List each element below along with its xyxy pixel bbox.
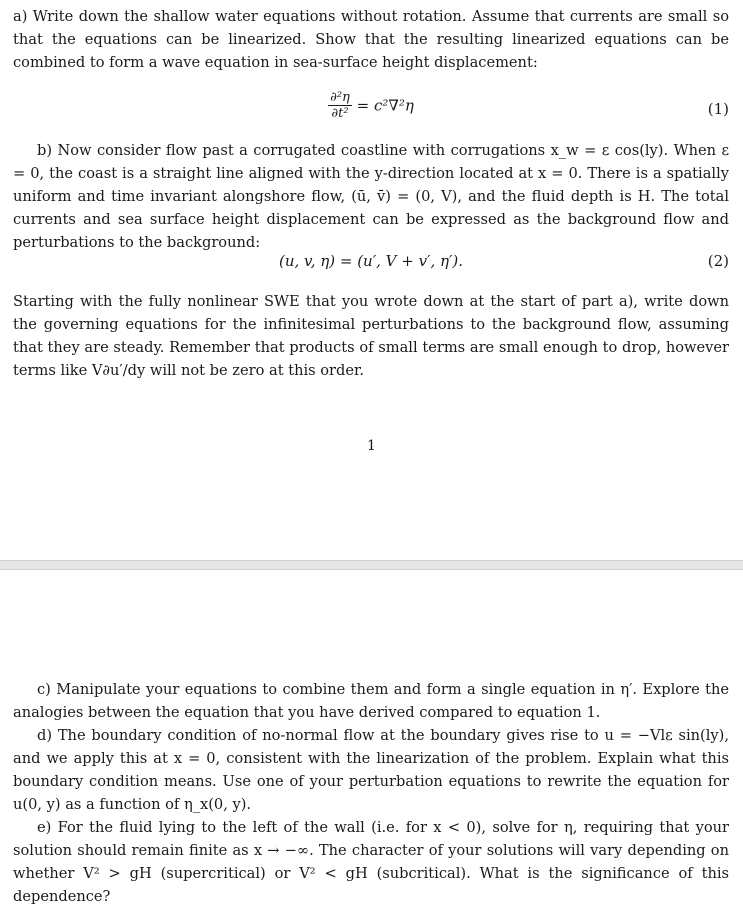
- eq1-number: (1): [707, 100, 729, 118]
- eq1-numerator: ∂²η: [330, 90, 350, 105]
- eq2-body: (u, v, η) = (u′, V + v′, η′).: [278, 252, 464, 270]
- equation-1: [13, 90, 729, 130]
- eq1-denominator: ∂t²: [331, 106, 349, 121]
- part-c-text: c) Manipulate your equations to combine them and form a single equation in η′. Explore the analogies between the equation that you have derived compared to equation 1.: [13, 681, 729, 721]
- equation-2: [13, 252, 729, 276]
- part-a-text: a) Write down the shallow water equations without rotation. Assume that currents are small so that the equations can be linearized. Show that the resulting linearized equations can be combined to form a wave equation in sea-surface height displacement:: [13, 8, 729, 71]
- part-e-text: e) For the fluid lying to the left of the wall (i.e. for x < 0), solve for η, requiring that your solution should remain finite as x → −∞. The character of your solutions will vary depending on whether V² > gH (supercritical) or V² < gH (subcritical). What is the significance of this dependence?: [13, 819, 729, 905]
- parts-c-d-e: [13, 678, 729, 908]
- part-b-text: b) Now consider flow past a corrugated coastline with corrugations x_w = ε cos(ly). When ε = 0, the coast is a straight line aligned with the y-direction located at x = 0. There is a spatially uniform and time invariant alongshore flow, (ū, v̄) = (0, V), and the fluid depth is H. The total currents and sea surface height displacement can be expressed as the background flow and perturbations to the background:: [13, 142, 729, 251]
- part-b-continuation: Starting with the fully nonlinear SWE that you wrote down at the start of part a), write down the governing equations for the infinitesimal perturbations to the background flow, assuming that they are steady. Remember that products of small terms are small enough to drop, however terms like V∂u′/dy will not be zero at this order.: [13, 293, 729, 379]
- part-d-text: d) The boundary condition of no-normal flow at the boundary gives rise to u = −Vlε sin(ly), and we apply this at x = 0, consistent with the linearization of the problem. Explain what this boundary condition means. Use one of your perturbation equations to rewrite the equation for u(0, y) as a function of η_x(0, y).: [13, 727, 729, 813]
- page-number: 1: [367, 438, 376, 454]
- page-separator: [0, 560, 743, 570]
- eq1-fraction: [328, 90, 352, 121]
- eq1-rhs: = c²∇²η: [356, 96, 414, 115]
- eq2-number: (2): [707, 252, 729, 270]
- page-2: [0, 570, 743, 905]
